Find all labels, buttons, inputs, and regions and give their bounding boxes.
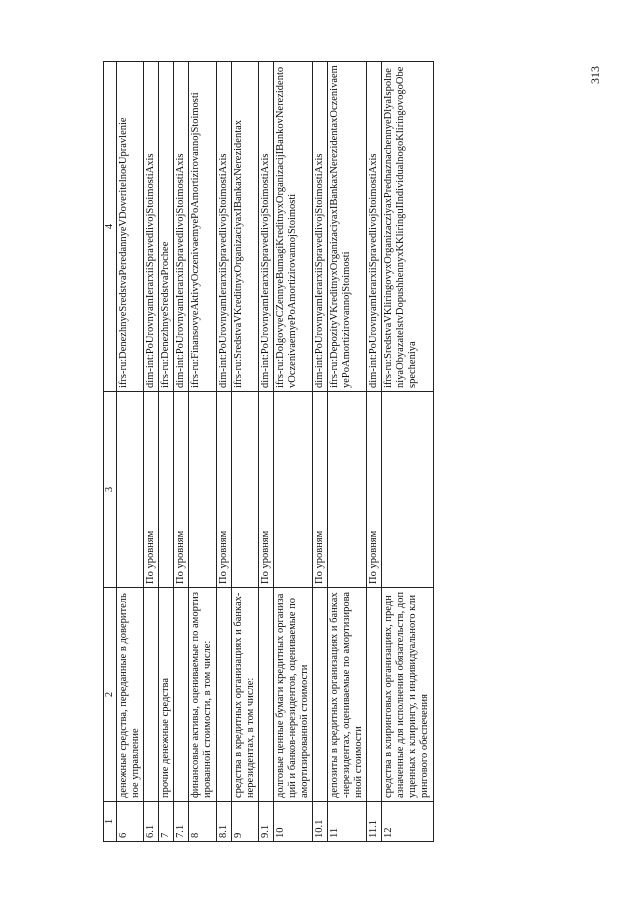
table-row-11 xyxy=(328,62,367,842)
table-row-10-1 xyxy=(312,62,327,842)
row-method: По уровням xyxy=(144,392,159,588)
row-code: dim-int:PoUrovnyamIerarxiiSpravedlivojStoimostiAxis xyxy=(258,62,273,392)
row-code: dim-int:PoUrovnyamIerarxiiSpravedlivojStoimostiAxis xyxy=(174,62,189,392)
row-method xyxy=(189,392,216,588)
row-name: финансовые активы, оцениваемые по амортизированной стоимости, в том числе: xyxy=(189,588,216,802)
table-row-12 xyxy=(382,62,433,842)
row-number: 9 xyxy=(231,802,258,842)
row-number: 6.1 xyxy=(144,802,159,842)
row-name: средства в кредитных организациях и банках-нерезидентах, в том числе: xyxy=(231,588,258,802)
row-number: 8 xyxy=(189,802,216,842)
row-name xyxy=(258,588,273,802)
row-code: ifrs-ru:DenezhnyeSredstvaProchee xyxy=(159,62,174,392)
row-code: ifrs-ru:SredstvaVKreditnyxOrganizaciyaxIBankaxNerezidentax xyxy=(231,62,258,392)
row-name xyxy=(312,588,327,802)
row-number: 9.1 xyxy=(258,802,273,842)
xbrl-mapping-table xyxy=(103,61,434,842)
row-method: По уровням xyxy=(312,392,327,588)
row-name xyxy=(144,588,159,802)
header-cell-3: 3 xyxy=(104,392,117,588)
row-number: 10 xyxy=(273,802,312,842)
row-method xyxy=(273,392,312,588)
row-method xyxy=(328,392,367,588)
row-number: 7 xyxy=(159,802,174,842)
row-code: dim-int:PoUrovnyamIerarxiiSpravedlivojStoimostiAxis xyxy=(312,62,327,392)
row-number: 10.1 xyxy=(312,802,327,842)
table-row-6 xyxy=(117,62,144,842)
row-name: долговые ценные бумаги кредитных организаций и банков-нерезидентов, оцениваемые по амортизированной стоимости xyxy=(273,588,312,802)
row-code: ifrs-ru:FinansovyeAktivyOczenivaemyePoAmortizirovannojStoimosti xyxy=(189,62,216,392)
row-number: 8.1 xyxy=(216,802,231,842)
header-cell-4: 4 xyxy=(104,62,117,392)
header-cell-2: 2 xyxy=(104,588,117,802)
row-method xyxy=(117,392,144,588)
row-method xyxy=(231,392,258,588)
row-number: 6 xyxy=(117,802,144,842)
table-header-row xyxy=(104,62,117,842)
page-number: 313 xyxy=(588,66,602,84)
row-code: ifrs-ru:DepozityVKreditnyxOrganizaciyaxIBankaxNerezidentaxOczenivaemyePoAmortizirovannojStoimosti xyxy=(328,62,367,392)
rotated-table-container xyxy=(103,62,529,842)
table-row-8 xyxy=(189,62,216,842)
row-name xyxy=(216,588,231,802)
row-code: dim-int:PoUrovnyamIerarxiiSpravedlivojStoimostiAxis xyxy=(144,62,159,392)
row-name xyxy=(174,588,189,802)
table-row-11-1 xyxy=(367,62,382,842)
row-method: По уровням xyxy=(174,392,189,588)
row-code: dim-int:PoUrovnyamIerarxiiSpravedlivojStoimostiAxis xyxy=(216,62,231,392)
row-name xyxy=(367,588,382,802)
row-number: 11.1 xyxy=(367,802,382,842)
row-method xyxy=(382,392,433,588)
row-name: депозиты в кредитных организациях и банках-нерезидентах, оцениваемые по амортизированной стоимости xyxy=(328,588,367,802)
row-code: ifrs-ru:SredstvaVKliringovyxOrganizacziyaxPrednaznachennyeDlyaIspolneniyaObyazatelstvDopushhennyxKKliringuIIndividualnogoKliringovogoObespecheniya xyxy=(382,62,433,392)
header-cell-1: 1 xyxy=(104,802,117,842)
table-row-8-1 xyxy=(216,62,231,842)
row-number: 11 xyxy=(328,802,367,842)
table-row-6-1 xyxy=(144,62,159,842)
row-name: средства в клиринговых организациях, предназначенные для исполнения обязательств, допущенных к клирингу, и индивидуального клирингового обеспечения xyxy=(382,588,433,802)
row-method: По уровням xyxy=(367,392,382,588)
row-number: 12 xyxy=(382,802,433,842)
table-row-7 xyxy=(159,62,174,842)
row-method: По уровням xyxy=(258,392,273,588)
table-row-9 xyxy=(231,62,258,842)
row-code: dim-int:PoUrovnyamIerarxiiSpravedlivojStoimostiAxis xyxy=(367,62,382,392)
row-method xyxy=(159,392,174,588)
row-code: ifrs-ru:DolgovyeCZennyeBumagiKreditnyxOrganizacijIBankovNerezidentovOczenivaemyePoAmortizirovannojStoimosti xyxy=(273,62,312,392)
table-row-10 xyxy=(273,62,312,842)
row-method: По уровням xyxy=(216,392,231,588)
row-name: прочие денежные средства xyxy=(159,588,174,802)
table-row-9-1 xyxy=(258,62,273,842)
row-code: ifrs-ru:DenezhnyeSredstvaPeredannyeVDoveritelnoeUpravlenie xyxy=(117,62,144,392)
row-number: 7.1 xyxy=(174,802,189,842)
row-name: денежные средства, переданные в доверительное управление xyxy=(117,588,144,802)
table-row-7-1 xyxy=(174,62,189,842)
